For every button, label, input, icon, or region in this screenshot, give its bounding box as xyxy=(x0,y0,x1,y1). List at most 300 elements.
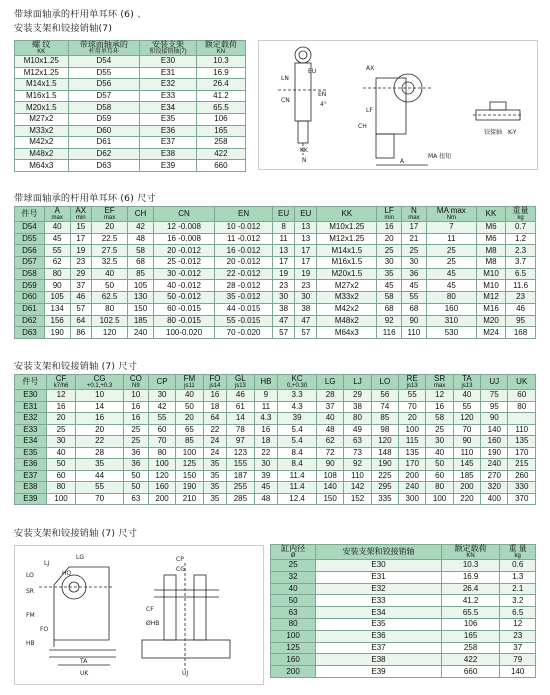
table-cell: 24 xyxy=(203,436,227,448)
table-cell: 160 xyxy=(426,303,476,315)
table-cell: M33x2 xyxy=(317,292,377,304)
table-row xyxy=(15,390,536,402)
table-row xyxy=(15,90,246,102)
table-row xyxy=(15,148,246,160)
table-cell: 240 xyxy=(128,327,154,339)
table-cell: 190 xyxy=(176,482,203,494)
title-bracket-pin: 安装支架和铰接销轴 (7) 尺寸 xyxy=(14,528,138,539)
table-cell: 190 xyxy=(44,327,70,339)
table-cell: 39 xyxy=(254,470,278,482)
table-cell: 55 xyxy=(453,401,480,413)
label-uj: UJ xyxy=(182,670,189,677)
table-row xyxy=(15,67,246,79)
table-cell: 32 xyxy=(271,571,316,583)
bracket-drawing xyxy=(14,545,264,685)
table-row xyxy=(15,113,246,125)
table3-header-5 xyxy=(176,375,203,390)
table3-header-unit: k7/h6 xyxy=(53,383,69,389)
table-cell: 57 xyxy=(295,327,317,339)
label-lg: LG xyxy=(76,554,84,561)
table4-header-label: 重 量 xyxy=(508,544,527,553)
table1-header-label: 额定载荷 xyxy=(204,40,237,49)
table-cell: 80 -0.015 xyxy=(153,315,214,327)
table-row xyxy=(15,233,536,245)
table-cell: E33 xyxy=(140,90,197,102)
table-row xyxy=(15,137,246,149)
table3-header-unit: max xyxy=(433,383,446,389)
table-cell: 28 -0.012 xyxy=(215,280,273,292)
label-ma: MA 扭矩 xyxy=(428,153,452,160)
table-cell: 50 -0.012 xyxy=(153,292,214,304)
table-cell: 530 xyxy=(426,327,476,339)
table-cell: 22 xyxy=(203,424,227,436)
table-row xyxy=(15,413,536,425)
table-cell: 156 xyxy=(44,315,70,327)
table-cell: 12 xyxy=(500,618,536,630)
table2-header-label: 重量 xyxy=(512,206,529,215)
table-cell: 110 xyxy=(402,327,427,339)
table-cell: 95 xyxy=(506,315,536,327)
table3-header-unit: js13 xyxy=(461,383,473,389)
table-cell: 150 xyxy=(316,493,343,505)
label-en: EN xyxy=(318,91,327,98)
table-cell: 35 -0.012 xyxy=(215,292,273,304)
table3-header-unit: js13 xyxy=(406,383,418,389)
table-cell: 16 xyxy=(123,401,148,413)
table-cell: D57 xyxy=(15,257,45,269)
table2-header-label: AX xyxy=(75,206,87,215)
rod-eye-dimension-table xyxy=(14,206,536,339)
table-cell: 10 xyxy=(123,390,148,402)
table-cell: 100 xyxy=(148,459,175,471)
table-cell: 17 xyxy=(295,257,317,269)
label-cp: CP xyxy=(176,556,184,563)
table2-header-label: N xyxy=(411,206,417,215)
table-cell: 80 xyxy=(344,413,371,425)
table-cell: 40 xyxy=(176,390,203,402)
table-cell: 24 xyxy=(203,447,227,459)
table-cell: 16 xyxy=(123,413,148,425)
label-ky: K-Y xyxy=(508,129,517,136)
table-cell: 260 xyxy=(508,470,536,482)
table-cell: 1.3 xyxy=(500,571,536,583)
table3-header-11 xyxy=(344,375,371,390)
table-cell: E35 xyxy=(140,113,197,125)
table-cell: 13 xyxy=(273,245,295,257)
table-cell: 75 xyxy=(481,390,508,402)
table-cell: E35 xyxy=(15,447,47,459)
table-cell: 41.2 xyxy=(441,595,500,607)
table-cell: 100 xyxy=(399,424,426,436)
table-cell: E31 xyxy=(15,401,47,413)
table-cell: D55 xyxy=(68,67,140,79)
table-cell: 258 xyxy=(196,137,245,149)
table-cell: 56 xyxy=(371,390,398,402)
table2-header-3 xyxy=(92,207,128,222)
table-cell: 185 xyxy=(453,470,480,482)
table-row xyxy=(15,268,536,280)
table-cell: 25 xyxy=(426,257,476,269)
table-cell: 400 xyxy=(481,493,508,505)
table-cell: 64 xyxy=(203,413,227,425)
table4-side-header xyxy=(271,545,316,560)
table-cell: 70 xyxy=(399,401,426,413)
table-cell: 140 xyxy=(481,424,508,436)
table1-header-2 xyxy=(140,41,197,56)
table-cell: 58 xyxy=(128,245,154,257)
table-cell: 150 xyxy=(128,303,154,315)
table-cell: 11 xyxy=(254,401,278,413)
table-cell: 7 xyxy=(426,222,476,234)
table-cell: D56 xyxy=(15,245,45,257)
table-cell: 12.4 xyxy=(278,493,317,505)
table-row xyxy=(15,280,536,292)
table-cell: D61 xyxy=(68,137,140,149)
table-cell: 37 xyxy=(316,401,343,413)
table-cell: 61 xyxy=(227,401,254,413)
table-cell: 20 -0.012 xyxy=(153,245,214,257)
table-cell: 80 xyxy=(92,303,128,315)
table-cell: 200 xyxy=(148,493,175,505)
table-cell: 47 xyxy=(295,315,317,327)
table3-header-unit: js13 xyxy=(234,383,246,389)
table-cell: 148 xyxy=(371,447,398,459)
table-cell: 70 -0.020 xyxy=(215,327,273,339)
table-row xyxy=(15,447,536,459)
table-cell: 110 xyxy=(453,447,480,459)
table-cell: M6 xyxy=(476,233,505,245)
table-cell: 660 xyxy=(196,160,245,172)
table-cell: M10x1.25 xyxy=(317,222,377,234)
table-cell: 37 xyxy=(70,280,91,292)
table-cell: 155 xyxy=(227,459,254,471)
table-cell: 40 xyxy=(271,583,316,595)
table-cell: 41.2 xyxy=(196,90,245,102)
table-cell: 0.7 xyxy=(506,222,536,234)
table-cell: 100 xyxy=(271,630,316,642)
table-cell: 50 xyxy=(92,280,128,292)
rod-eye-drawing xyxy=(258,40,538,170)
table-cell: 20 -0.012 xyxy=(215,257,273,269)
table3-header-label: 件号 xyxy=(22,377,39,386)
table-cell: 10.3 xyxy=(441,560,500,572)
table-cell: 20 xyxy=(92,222,128,234)
table-cell: 80 xyxy=(271,618,316,630)
table1-header-1 xyxy=(68,41,140,56)
table-cell: M12x1.25 xyxy=(317,233,377,245)
table-cell: 38 xyxy=(273,303,295,315)
table-cell: 28 xyxy=(76,447,123,459)
table-cell: 125 xyxy=(271,642,316,654)
table-cell: 48 xyxy=(316,424,343,436)
table-cell: M42x2 xyxy=(317,303,377,315)
table3-header-label: UJ xyxy=(489,377,500,386)
table-cell: 80 xyxy=(148,447,175,459)
table-cell: 16 xyxy=(254,424,278,436)
table3-header-13 xyxy=(399,375,426,390)
table-cell: 37 xyxy=(500,642,536,654)
table-row xyxy=(15,493,536,505)
table-cell: E36 xyxy=(316,630,442,642)
table-cell: D58 xyxy=(15,268,45,280)
table-cell: M14x1.5 xyxy=(317,245,377,257)
table2-header-8 xyxy=(295,207,317,222)
label-ax: AX xyxy=(366,65,375,72)
table-row xyxy=(271,654,536,666)
table-cell: 44 -0.015 xyxy=(215,303,273,315)
table-cell: E39 xyxy=(140,160,197,172)
table-cell: 80 xyxy=(426,292,476,304)
table-cell: 14 xyxy=(76,401,123,413)
compatibility-table xyxy=(14,40,246,172)
table-cell: 63 xyxy=(344,436,371,448)
bracket-side-view xyxy=(39,567,116,665)
table-cell: 50 xyxy=(123,482,148,494)
table3-header-8 xyxy=(254,375,278,390)
table-row xyxy=(271,630,536,642)
table-cell: E33 xyxy=(15,424,47,436)
table-row xyxy=(271,583,536,595)
table-cell: 63 xyxy=(271,607,316,619)
table-cell: 58 xyxy=(377,292,402,304)
table-cell: 22 xyxy=(76,436,123,448)
table-cell: 40 xyxy=(44,222,70,234)
table-cell: 11 -0.012 xyxy=(215,233,273,245)
table-cell: 25 xyxy=(123,424,148,436)
table-cell: 45 xyxy=(402,280,427,292)
table-cell: 85 xyxy=(371,413,398,425)
table-cell: 25 xyxy=(377,245,402,257)
table-cell: M14x1.5 xyxy=(15,79,69,91)
table-cell: 23 xyxy=(506,292,536,304)
table-cell: 4.3 xyxy=(278,401,317,413)
table-cell: 42 xyxy=(128,222,154,234)
table-cell: 2.1 xyxy=(500,583,536,595)
table-cell: 23 xyxy=(70,257,91,269)
table-cell: 40 xyxy=(316,413,343,425)
table-cell: 39 xyxy=(278,413,317,425)
table-cell: 92 xyxy=(377,315,402,327)
table-cell: 17 xyxy=(295,245,317,257)
table-cell: E36 xyxy=(140,125,197,137)
table-cell: 8 xyxy=(273,222,295,234)
table2-header-10 xyxy=(377,207,402,222)
table-cell: M42x2 xyxy=(15,137,69,149)
table-cell: 190 xyxy=(481,447,508,459)
table-cell: M8 xyxy=(476,245,505,257)
table-cell: 16 xyxy=(46,401,76,413)
label-ln: LN xyxy=(281,75,289,82)
table-cell: 285 xyxy=(227,493,254,505)
table-cell: 168 xyxy=(506,327,536,339)
label-hb: HB xyxy=(26,640,35,647)
table3-header-unit: +0.1,+0.3 xyxy=(86,383,113,389)
table-cell: 100-0.020 xyxy=(153,327,214,339)
table-cell: 25 xyxy=(426,245,476,257)
table3-header-label: CP xyxy=(156,377,168,386)
table-row xyxy=(271,607,536,619)
table-cell: M12x1.25 xyxy=(15,67,69,79)
table2-header-11 xyxy=(402,207,427,222)
table-cell: 50 xyxy=(271,595,316,607)
table-cell: E32 xyxy=(316,583,442,595)
table-cell: 22 xyxy=(254,447,278,459)
table-cell: 90 xyxy=(44,280,70,292)
table-cell: M10x1.25 xyxy=(15,56,69,68)
table4-header-1 xyxy=(441,545,500,560)
table-cell: 35 xyxy=(203,493,227,505)
table-cell: 19 xyxy=(70,245,91,257)
table-cell: 30 xyxy=(148,390,175,402)
table-row xyxy=(15,292,536,304)
table-cell: 30 xyxy=(46,436,76,448)
table-cell: 106 xyxy=(441,618,500,630)
table-cell: 20 xyxy=(76,424,123,436)
table-cell: M27x2 xyxy=(15,113,69,125)
table-cell: 110 xyxy=(344,470,371,482)
label-pin: 铰接轴 xyxy=(484,129,503,136)
label-uk: UK xyxy=(80,670,89,677)
label-fo: FO xyxy=(40,626,49,633)
table2-header-unit: min xyxy=(384,215,394,221)
table-cell: 12 xyxy=(46,390,76,402)
table-cell: 125 xyxy=(176,459,203,471)
table-row xyxy=(15,79,246,91)
table-cell: D54 xyxy=(15,222,45,234)
label-lj: LJ xyxy=(44,560,50,567)
title-rod-eye-dimensions: 带球面轴承的杆用单耳环 (6) 尺寸 xyxy=(14,193,156,204)
table-cell: 50 xyxy=(123,470,148,482)
table-cell: 25 xyxy=(271,560,316,572)
table-cell: 50 xyxy=(46,459,76,471)
table2-header-label: CH xyxy=(134,209,147,218)
table-row xyxy=(271,571,536,583)
table3-header-label: FM xyxy=(183,374,196,383)
table-cell: D55 xyxy=(15,233,45,245)
table-cell: 16.9 xyxy=(196,67,245,79)
table4-header-0 xyxy=(316,545,442,560)
table-row xyxy=(15,315,536,327)
table-row xyxy=(271,618,536,630)
table-cell: 660 xyxy=(441,666,500,678)
table-cell: E30 xyxy=(316,560,442,572)
table-cell: 90 xyxy=(316,459,343,471)
table-cell: 46 xyxy=(227,390,254,402)
table-row xyxy=(15,401,536,413)
table-cell: 65.5 xyxy=(196,102,245,114)
table-cell: 70 xyxy=(148,436,175,448)
label-ch: CH xyxy=(358,123,367,130)
table-cell: 35 xyxy=(203,459,227,471)
table2-header-1 xyxy=(44,207,70,222)
table-cell: 49 xyxy=(344,424,371,436)
table-cell: 106 xyxy=(196,113,245,125)
table3-header-17 xyxy=(508,375,536,390)
table1-header-label: 安装支架 xyxy=(152,40,184,49)
table-cell: 90 xyxy=(453,436,480,448)
table3-header-12 xyxy=(371,375,398,390)
table-cell: 45 xyxy=(254,482,278,494)
label-n: N xyxy=(302,157,307,164)
table-cell: 55 -0.015 xyxy=(215,315,273,327)
table3-header-1 xyxy=(46,375,76,390)
table-cell: E36 xyxy=(15,459,47,471)
table-cell: E38 xyxy=(140,148,197,160)
table3-header-label: SR xyxy=(434,374,446,383)
table-cell: D58 xyxy=(68,102,140,114)
table-cell: 46 xyxy=(70,292,91,304)
table3-header-label: TA xyxy=(462,374,472,383)
table3-header-16 xyxy=(481,375,508,390)
table-cell: 6.5 xyxy=(500,607,536,619)
table-cell: 16 xyxy=(377,222,402,234)
table2-header-4 xyxy=(128,207,154,222)
table-cell: 170 xyxy=(508,447,536,459)
table-cell: 165 xyxy=(196,125,245,137)
table-cell: 150 xyxy=(176,470,203,482)
table-cell: 258 xyxy=(441,642,500,654)
table-cell: 25 xyxy=(402,245,427,257)
table-row xyxy=(15,482,536,494)
table-cell: 13 xyxy=(295,233,317,245)
table-cell: 80 xyxy=(508,401,536,413)
table-cell: 80 xyxy=(44,268,70,280)
table-cell: 160 xyxy=(148,482,175,494)
label-ho: HO xyxy=(62,570,72,577)
table3-header-label: LO xyxy=(379,377,391,386)
table-cell: 17 xyxy=(70,233,91,245)
table-cell: 225 xyxy=(371,470,398,482)
table2-header-9 xyxy=(317,207,377,222)
table-cell: M10 xyxy=(476,280,505,292)
table-cell: 145 xyxy=(453,459,480,471)
table-cell: D62 xyxy=(15,315,45,327)
table-cell: E38 xyxy=(15,482,47,494)
table-cell: E37 xyxy=(15,470,47,482)
table2-header-2 xyxy=(70,207,91,222)
table-cell: 55 xyxy=(76,482,123,494)
table-cell: 22 -0.012 xyxy=(215,268,273,280)
table-cell: 185 xyxy=(128,315,154,327)
table-cell: 10 xyxy=(76,390,123,402)
table-row xyxy=(271,560,536,572)
table-cell: 8.4 xyxy=(278,459,317,471)
table-cell: 135 xyxy=(508,436,536,448)
table3-header-label: CF xyxy=(55,374,67,383)
table3-header-label: RE xyxy=(406,374,418,383)
table-row xyxy=(271,595,536,607)
table-cell: 19 xyxy=(295,268,317,280)
table3-header-label: CO xyxy=(129,374,142,383)
table-cell: 48 xyxy=(254,493,278,505)
table3-header-label: KC xyxy=(291,374,303,383)
table-cell: 13 xyxy=(295,222,317,234)
table-cell: 20 xyxy=(399,413,426,425)
table-cell: 26.4 xyxy=(441,583,500,595)
table-cell: 38 xyxy=(295,303,317,315)
label-hb2: ØHB xyxy=(146,620,160,627)
table-cell: M8 xyxy=(476,257,505,269)
table-cell: 35 xyxy=(203,482,227,494)
table-cell: 16 xyxy=(203,390,227,402)
table-cell: 95 xyxy=(481,401,508,413)
table-cell: 25 xyxy=(123,436,148,448)
label-eu: EU xyxy=(308,68,317,75)
table-cell: 50 xyxy=(176,401,203,413)
table-cell: 108 xyxy=(316,470,343,482)
table-cell: 72 xyxy=(316,447,343,459)
table3-header-label: HB xyxy=(260,377,272,386)
